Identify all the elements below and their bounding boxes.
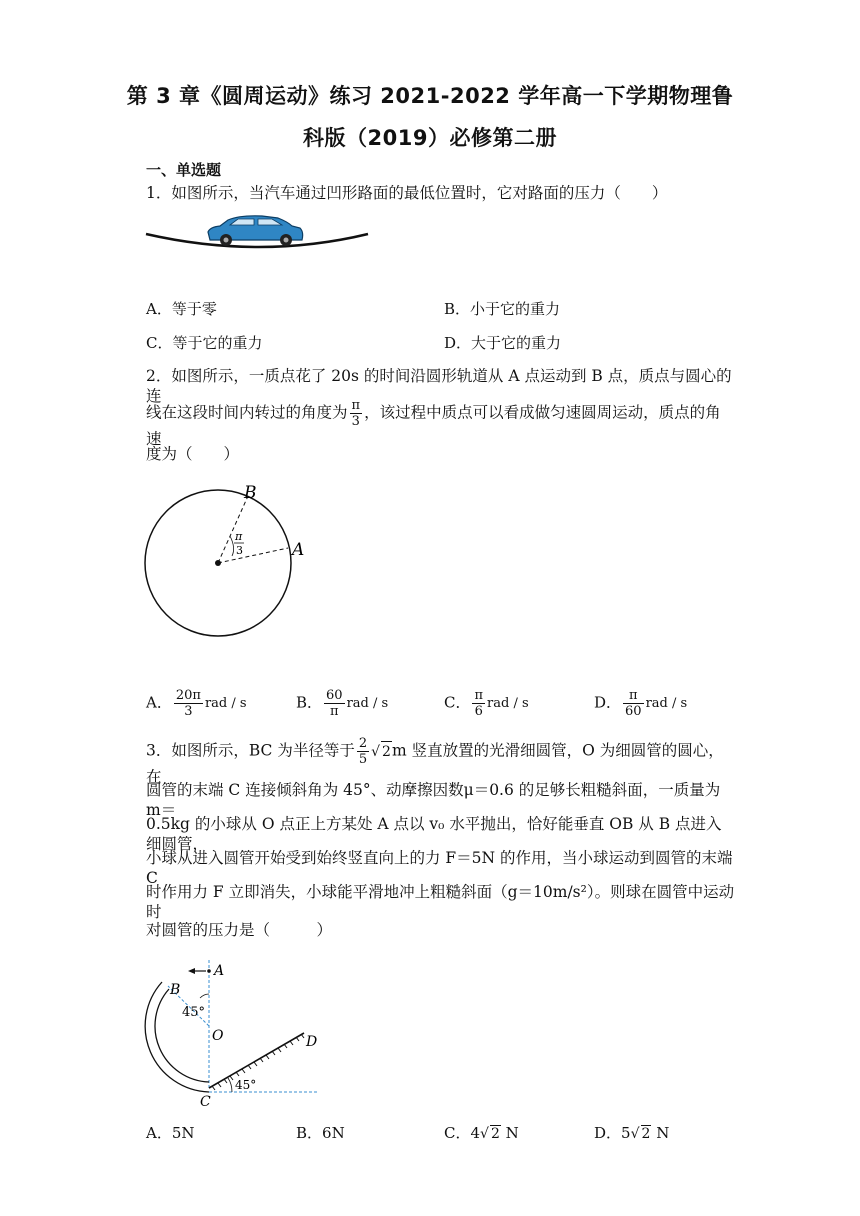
label-b-point: B (170, 982, 181, 998)
label-c-point: C (200, 1094, 211, 1108)
doc-title-line2: 科版（2019）必修第二册 (303, 126, 557, 150)
q2-line2-end: ，该过程中质点可以看成做匀速圆周运动，质点的角速 (146, 403, 721, 448)
slope-hatching (212, 1034, 304, 1090)
q2-angle-den: 3 (351, 414, 360, 429)
fig-angle-num: π (235, 530, 243, 543)
q3-option-c: C．4√ 2 N (444, 1124, 519, 1142)
q2-option-a: A． $\frac{20\pi}{3}$ rad / s (146, 688, 247, 719)
q3-line3: 0.5kg 的小球从 O 点正上方某处 A 点以 v₀ 水平抛出，恰好能垂直 OB 从 B 点进入细圆管， (146, 815, 722, 853)
q1-option-d: D．大于它的重力 (444, 334, 562, 352)
arrow-left-icon (188, 968, 195, 974)
q3-line2: 圆管的末端 C 连接倾斜角为 45°、动摩擦因数μ＝0.6 的足够长粗糙斜面，一质量为 m＝ (146, 781, 721, 819)
q3-line5: 时作用力 F 立即消失，小球能平滑地冲上粗糙斜面（g＝10m/s²）。则球在圆管中运动时 (146, 883, 735, 921)
q1-option-b: B．小于它的重力 (444, 300, 561, 318)
label-o-point: O (212, 1028, 224, 1044)
section-heading: 一、单选题 (146, 161, 222, 179)
tube-outer (145, 982, 209, 1092)
radius-oa (218, 548, 288, 563)
q3-option-d: D．5√ 2 N (594, 1124, 670, 1142)
angle-arc (230, 536, 234, 556)
q2-option-b: B． $\frac{60}{\pi}$ rad / s (296, 688, 389, 719)
q3-option-b: B．6N (296, 1124, 345, 1142)
q2-line2-start: 线在这段时间内转过的角度为 (146, 403, 348, 422)
q2-angle-num: π (351, 398, 361, 413)
label-a: A (292, 540, 305, 560)
car-icon (208, 216, 303, 246)
q1-option-a: A．等于零 (146, 300, 217, 318)
label-d-point: D (306, 1034, 318, 1050)
q2-option-d: D． $\frac{\pi}{60}$ rad / s (594, 688, 688, 719)
angle-label-2: 45° (235, 1078, 257, 1092)
label-b: B (244, 483, 257, 503)
label-a-point: A (214, 963, 225, 979)
q3-line6: 对圆管的压力是（ ） (146, 921, 333, 939)
q2-line1: 2．如图所示，一质点花了 20s 的时间沿圆形轨道从 A 点运动到 B 点，质点与圆心的连 (146, 367, 732, 405)
fig-angle-den: 3 (236, 544, 243, 557)
q2-figure-circle (140, 476, 320, 646)
q2-line3: 度为（ ） (146, 445, 240, 463)
q3-line1: 3．如图所示，BC 为半径等于 $\frac{2}{5}$ √ 2m 竖直放置的光滑细圆管，O 为细圆管的圆心，在 (146, 736, 724, 786)
q2-option-c: C． $\frac{\pi}{6}$ rad / s (444, 688, 529, 719)
angle-label-1: 45° (182, 1005, 206, 1020)
q1-option-c: C．等于它的重力 (146, 334, 263, 352)
q2-angle-fraction (350, 398, 363, 429)
q3-option-a: A．5N (146, 1124, 195, 1142)
q3-figure-tube-slope (140, 958, 330, 1108)
doc-title-line1: 第 3 章《圆周运动》练习 2021-2022 学年高一下学期物理鲁 (126, 84, 734, 108)
q2-line2 (146, 398, 736, 448)
tube-inner (155, 989, 209, 1082)
q1-figure-car-on-road (140, 210, 380, 270)
q1-text: 1．如图所示，当汽车通过凹形路面的最低位置时，它对路面的压力（ ） (146, 184, 668, 202)
q3-line4: 小球从进入圆管开始受到始终竖直向上的力 F＝5N 的作用，当小球运动到圆管的末端 C (146, 849, 733, 887)
